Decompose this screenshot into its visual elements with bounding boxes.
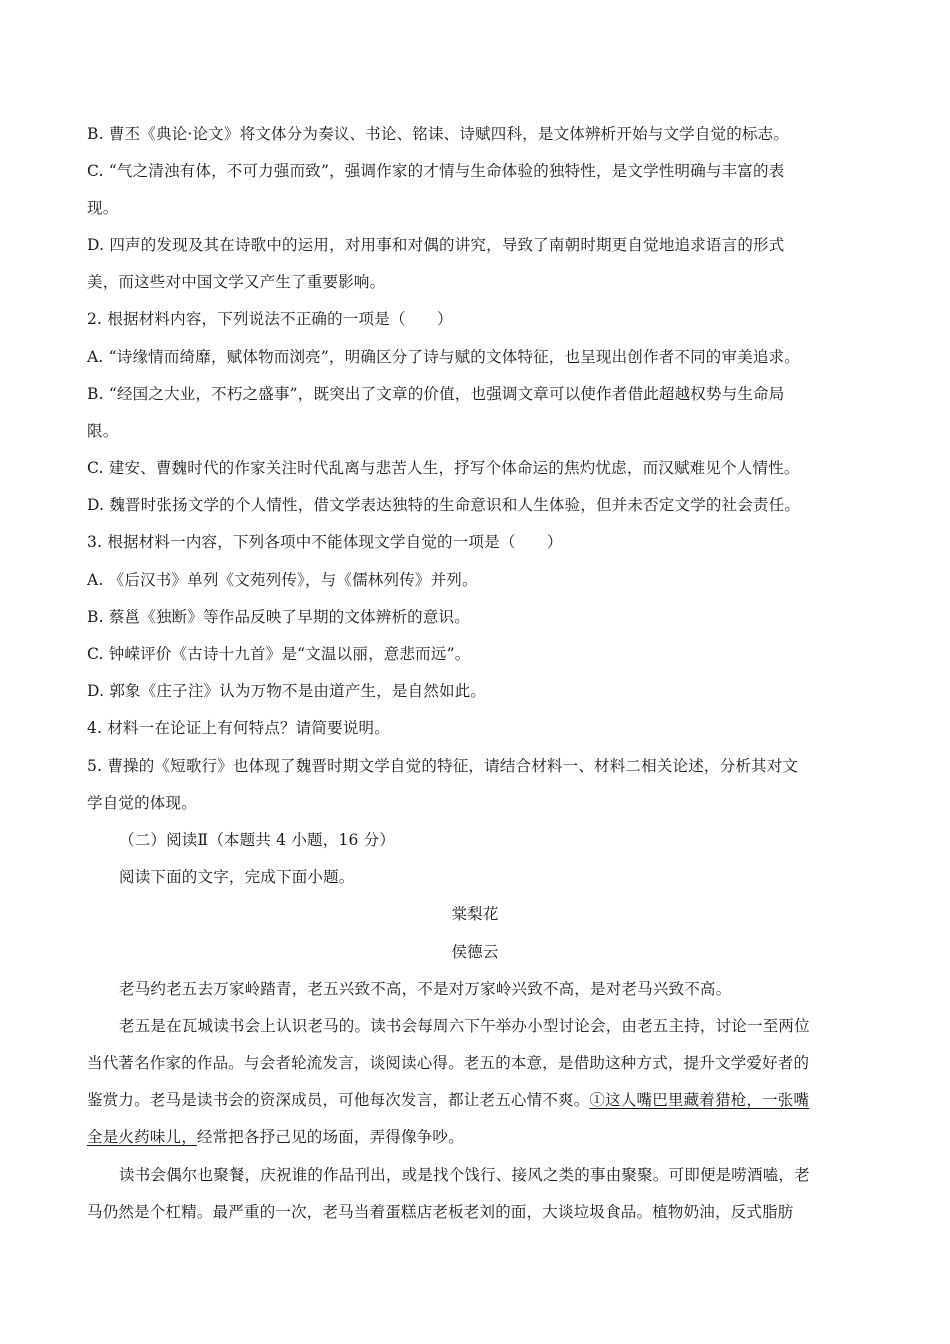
section-instruction: 阅读下面的文字，完成下面小题。 (119, 868, 355, 886)
story-paragraph-2-line3 (87, 1090, 877, 1110)
q2-option-c: C. 建安、曹魏时代的作家关注时代乱离与悲苦人生，抒写个体命运的焦灼忧虑，而汉赋难见个人情性。 (87, 459, 800, 477)
underlined-sentence-1-part1: ①这人嘴巴里藏着猎枪，一张嘴 (589, 1091, 810, 1109)
story-paragraph-3-line2: 马仍然是个杠精。最严重的一次，老马当着蛋糕店老板老刘的面，大谈垃圾食品。植物奶油，反式脂肪 (87, 1203, 794, 1221)
story-paragraph-2-line4 (87, 1127, 877, 1147)
q3-option-b: B. 蔡邕《独断》等作品反映了早期的文体辨析的意识。 (87, 608, 470, 626)
story-paragraph-3-line1: 读书会偶尔也聚餐，庆祝谁的作品刊出，或是找个饯行、接风之类的事由聚聚。可即便是唠酒嗑，老 (119, 1166, 810, 1184)
q2-option-a: A. “诗缘情而绮靡，赋体物而浏亮”，明确区分了诗与赋的文体特征，也呈现出创作者不同的审美追求。 (87, 348, 800, 366)
q3-stem: 3. 根据材料一内容，下列各项中不能体现文学自觉的一项是（ ） (87, 533, 563, 551)
story-paragraph-1: 老马约老五去万家岭踏青，老五兴致不高，不是对万家岭兴致不高，是对老马兴致不高。 (119, 980, 732, 998)
story-paragraph-2-line2: 当代著名作家的作品。与会者轮流发言，谈阅读心得。老五的本意，是借助这种方式，提升文学爱好者的 (87, 1054, 810, 1072)
story-title: 棠梨花 (451, 905, 499, 923)
underlined-sentence-1-part2: 全是火药味儿， (87, 1128, 197, 1146)
q2-stem: 2. 根据材料内容，下列说法不正确的一项是（ ） (87, 310, 453, 328)
story-paragraph-2-line4-text: 经常把各抒己见的场面，弄得像争吵。 (196, 1128, 464, 1146)
q3-option-a: A. 《后汉书》单列《文苑列传》，与《儒林列传》并列。 (87, 571, 478, 589)
q1-option-d-line2: 美，而这些对中国文学又产生了重要影响。 (87, 273, 386, 291)
q1-option-c-line2: 现。 (87, 199, 119, 217)
section-heading: （二）阅读Ⅱ（本题共 4 小题，16 分） (119, 831, 396, 849)
q4-stem: 4. 材料一在论证上有何特点？请简要说明。 (87, 719, 390, 737)
story-paragraph-2-line3-text: 鉴赏力。老马是读书会的资深成员，可他每次发言，都让老五心情不爽。 (87, 1091, 590, 1109)
q1-option-b: B. 曹丕《典论·论文》将文体分为奏议、书论、铭诔、诗赋四科，是文体辨析开始与文学自觉的标志。 (87, 125, 790, 143)
q5-stem-line1: 5. 曹操的《短歌行》也体现了魏晋时期文学自觉的特征，请结合材料一、材料二相关论述，分析其对文 (87, 757, 799, 775)
q2-option-b-line2: 限。 (87, 422, 119, 440)
q2-option-d: D. 魏晋时张扬文学的个人情性，借文学表达独特的生命意识和人生体验，但并未否定文学的社会责任。 (87, 496, 801, 514)
q3-option-d: D. 郭象《庄子注》认为万物不是由道产生，是自然如此。 (87, 682, 487, 700)
q3-option-c: C. 钟嵘评价《古诗十九首》是“文温以丽，意悲而远”。 (87, 645, 471, 663)
story-paragraph-2-line1: 老五是在瓦城读书会上认识老马的。读书会每周六下午举办小型讨论会，由老五主持，讨论一至两位 (119, 1017, 810, 1035)
q1-option-c-line1: C. “气之清浊有体，不可力强而致”，强调作家的才情与生命体验的独特性，是文学性明确与丰富的表 (87, 162, 785, 180)
q5-stem-line2: 学自觉的体现。 (87, 794, 197, 812)
story-author: 侯德云 (451, 943, 499, 961)
q2-option-b-line1: B. “经国之大业，不朽之盛事”，既突出了文章的价值，也强调文章可以使作者借此超越权势与生命局 (87, 385, 785, 403)
q1-option-d-line1: D. 四声的发现及其在诗歌中的运用，对用事和对偶的讲究，导致了南朝时期更自觉地追求语言的形式 (87, 236, 785, 254)
